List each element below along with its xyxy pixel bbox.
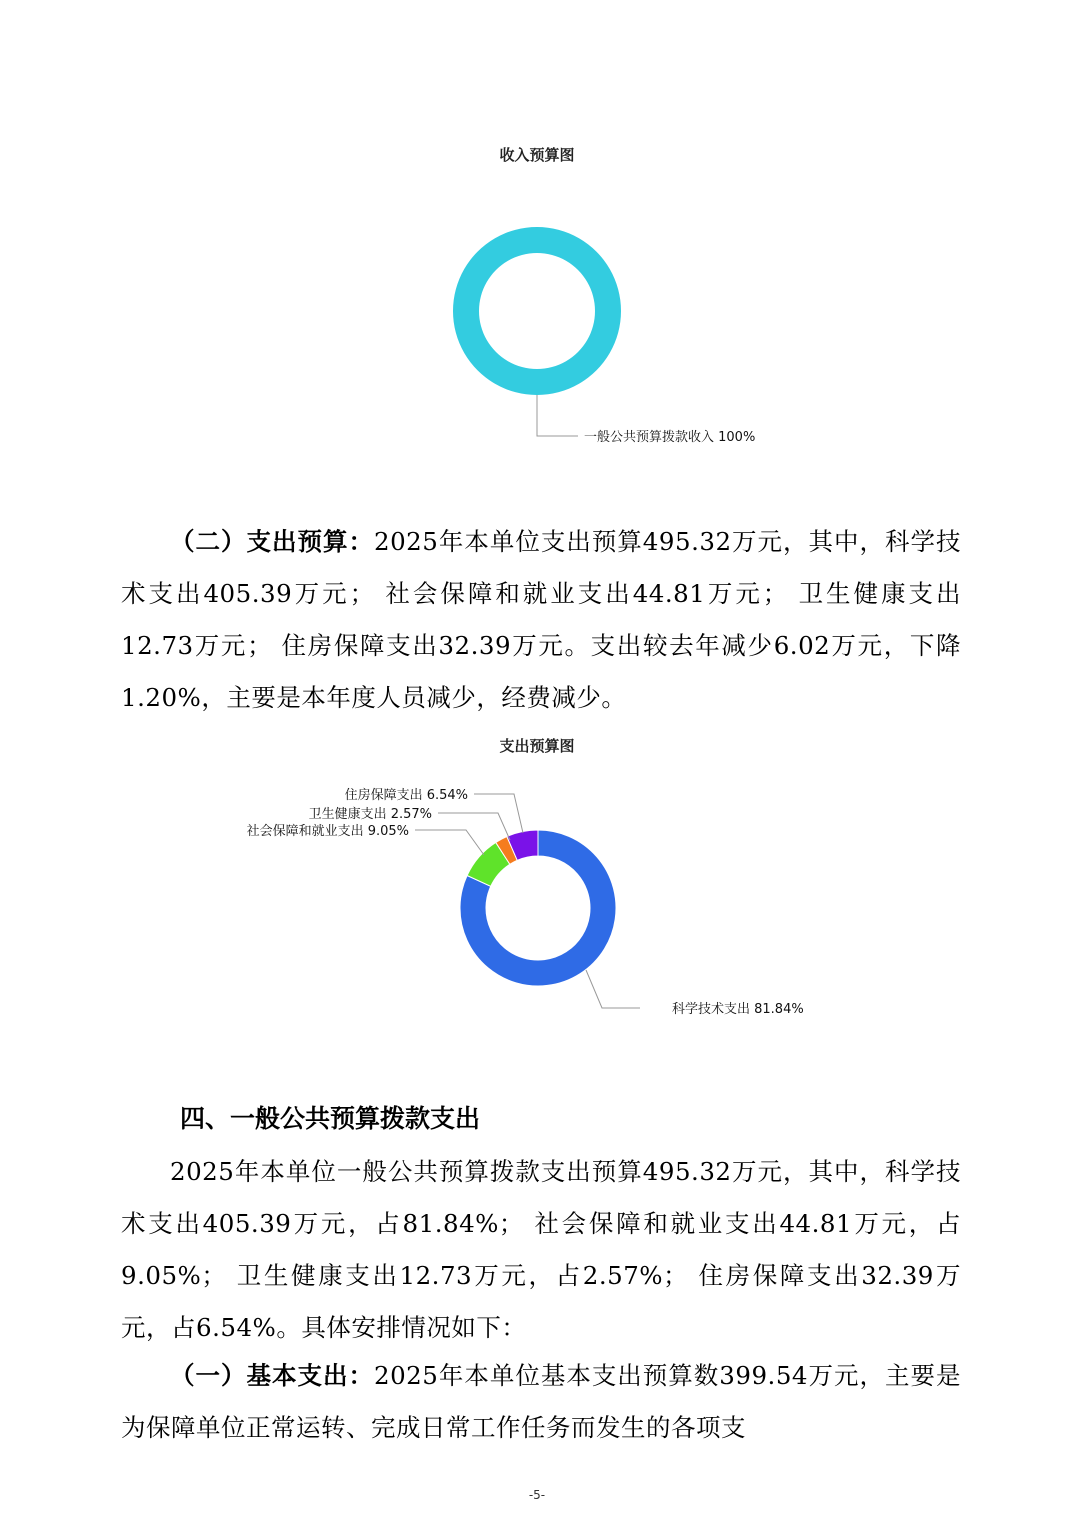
expenditure-budget-label: （二）支出预算： xyxy=(170,527,374,556)
expenditure-budget-text: 2025年本单位支出预算495.32万元，其中，科学技术支出405.39万元； 社会保障和就业支出44.81万元； 卫生健康支出12.73万元； 住房保障支出32.39万元。支出较去年减少6.02万元，下降1.20%，主要是本年度人员减少，经费减少。 xyxy=(121,527,962,712)
page-number: -5- xyxy=(528,1488,546,1502)
leader-line xyxy=(438,813,510,840)
general-budget-paragraph: 2025年本单位一般公共预算拨款支出预算495.32万元，其中，科学技术支出405.39万元，占81.84%； 社会保障和就业支出44.81万元，占9.05%； 卫生健康支出12.73万元，占2.57%； 住房保障支出32.39万元，占6.54%。具体安排情况如下： xyxy=(121,1157,961,1342)
slice-label: 社会保障和就业支出 9.05% xyxy=(246,824,409,839)
slice-label: 住房保障支出 6.54% xyxy=(344,788,468,803)
section-heading: 四、一般公共预算拨款支出 xyxy=(180,1104,481,1133)
basic-expenditure-text: 2025年本单位基本支出预算数399.54万元，主要是为保障单位正常运转、完成日常工作任务而发生的各项支 xyxy=(121,1361,962,1442)
slice-label: 卫生健康支出 2.57% xyxy=(308,807,432,822)
leader-line xyxy=(415,830,484,855)
leader-line xyxy=(586,970,640,1008)
slice-label: 一般公共预算拨款收入 100% xyxy=(584,430,756,445)
income-chart-title: 收入预算图 xyxy=(499,146,575,164)
slice-label: 科学技术支出 81.84% xyxy=(672,1002,804,1017)
basic-expenditure-paragraph xyxy=(121,1350,961,1454)
expenditure-chart-title: 支出预算图 xyxy=(499,737,575,755)
basic-expenditure-label: （一）基本支出： xyxy=(170,1361,374,1390)
